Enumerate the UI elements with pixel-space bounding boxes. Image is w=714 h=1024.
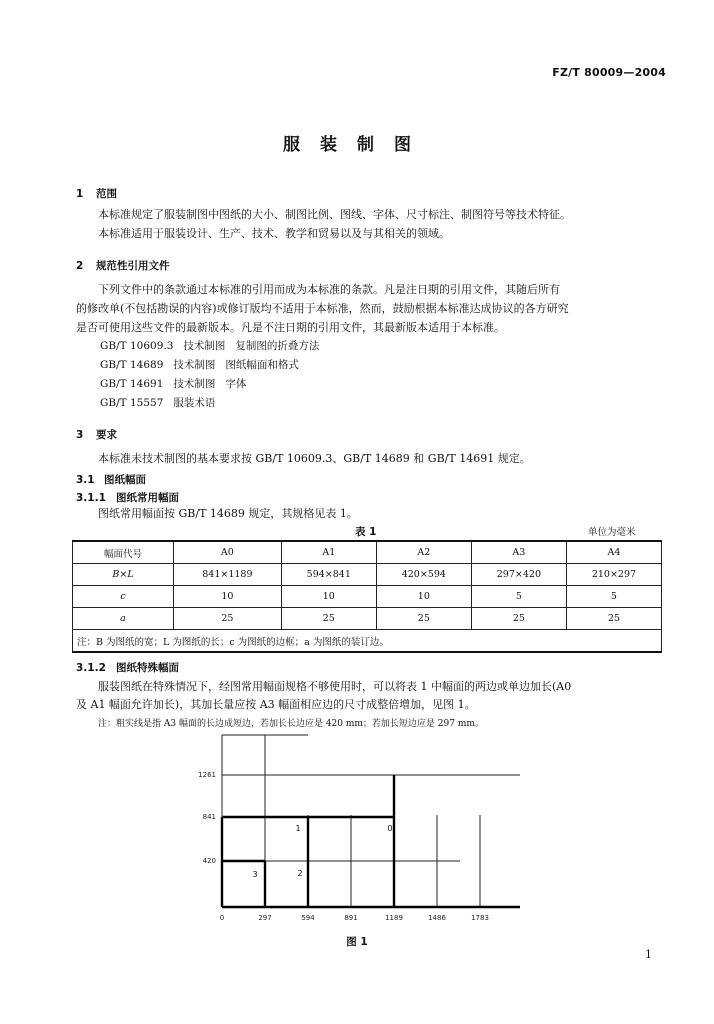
reference-list <box>100 338 319 414</box>
table-cell: 5 <box>566 586 661 608</box>
thin-grid <box>222 735 520 907</box>
y-tick-label: 841 <box>202 813 216 821</box>
paragraph: 及 A1 幅面允许加长)，其加长量应按 A3 幅面相应边的尺寸成整倍增加，见图 1。 <box>76 698 476 711</box>
paper-size-table <box>72 540 662 653</box>
page-number: 1 <box>645 948 652 961</box>
table-cell: 幅面代号 <box>73 541 174 564</box>
section-number: 3.1.1 <box>76 492 106 504</box>
table-unit: 单位为毫米 <box>588 527 636 538</box>
table-cell: A4 <box>566 541 661 564</box>
paragraph: 图纸常用幅面按 GB/T 14689 规定，其规格见表 1。 <box>98 507 358 520</box>
section-title: 要求 <box>96 429 117 441</box>
reference-item: GB/T 14691 技术制图 字体 <box>100 378 247 390</box>
area-label: 2 <box>297 869 303 878</box>
paragraph: 本标准规定了服装制图中图纸的大小、制图比例、图线、字体、尺寸标注、制图符号等技术特征。 <box>98 208 571 221</box>
note: 注：粗实线是指 A3 幅面的长边成短边，若加长长边应是 420 mm；若加长短边应是 297 mm。 <box>98 719 484 729</box>
table-row <box>73 586 662 608</box>
table-cell: A1 <box>281 541 376 564</box>
paragraph: 是否可使用这些文件的最新版本。凡是不注日期的引用文件，其最新版本适用于本标准。 <box>76 321 505 334</box>
table-cell: 25 <box>281 608 376 630</box>
page-title: 服装制图 <box>283 135 431 155</box>
table-cell: 10 <box>174 586 282 608</box>
x-tick-label: 297 <box>258 914 272 922</box>
table-note: 注：B 为图纸的宽；L 为图纸的长；c 为图纸的边框；a 为图纸的装订边。 <box>73 630 662 653</box>
section-number: 3.1.2 <box>76 662 106 674</box>
section-3-heading <box>76 427 117 442</box>
x-tick-label: 1486 <box>428 914 446 922</box>
standard-code: FZ/T 80009—2004 <box>552 66 666 79</box>
y-tick-label: 420 <box>202 857 216 865</box>
table-cell: A3 <box>471 541 566 564</box>
x-tick-label: 0 <box>219 914 225 922</box>
section-3-1-1-heading <box>76 490 179 505</box>
section-3-1-heading <box>76 472 146 487</box>
table-cell: c <box>73 586 174 608</box>
area-label: 3 <box>252 870 258 879</box>
table-cell: 10 <box>376 586 471 608</box>
table-note-row <box>73 630 662 653</box>
paragraph: 本标准适用于服装设计、生产、技术、教学和贸易以及与其相关的领域。 <box>98 227 450 240</box>
table-cell: 10 <box>281 586 376 608</box>
table-cell: B×L <box>73 564 174 586</box>
paragraph: 服装图纸在特殊情况下，经图常用幅面规格不够使用时，可以将表 1 中幅面的两边或单边加长(A0 <box>98 680 572 693</box>
reference-item: GB/T 10609.3 技术制图 复制图的折叠方法 <box>100 340 320 352</box>
section-number: 3 <box>76 429 84 441</box>
table-cell: 25 <box>376 608 471 630</box>
table-cell: 297×420 <box>471 564 566 586</box>
table-cell: A2 <box>376 541 471 564</box>
section-title: 图纸幅面 <box>104 474 146 486</box>
reference-item: GB/T 14689 技术制图 图纸幅面和格式 <box>100 359 299 371</box>
table-cell: 420×594 <box>376 564 471 586</box>
section-title: 范围 <box>96 188 117 200</box>
table-header-row <box>73 541 662 564</box>
table-row <box>73 564 662 586</box>
figure-1 <box>180 725 540 930</box>
x-tick-label: 891 <box>344 914 358 922</box>
section-title: 图纸常用幅面 <box>116 492 179 504</box>
section-1-heading <box>76 186 117 201</box>
reference-item: GB/T 15557 服装术语 <box>100 397 216 409</box>
table-caption: 表 1 <box>355 526 377 538</box>
paragraph: 的修改单(不包括勘误的内容)或修订版均不适用于本标准，然而，鼓励根据本标准达成协议的各方研究 <box>76 302 569 315</box>
table-cell: 25 <box>566 608 661 630</box>
table-cell: 594×841 <box>281 564 376 586</box>
table-cell: 210×297 <box>566 564 661 586</box>
section-3-1-2-heading <box>76 660 179 675</box>
figure-caption: 图 1 <box>346 936 368 948</box>
x-tick-label: 1783 <box>471 914 489 922</box>
table-cell: a <box>73 608 174 630</box>
section-title: 规范性引用文件 <box>96 260 170 272</box>
y-tick-label: 1261 <box>198 771 216 779</box>
paragraph: 下列文件中的条款通过本标准的引用而成为本标准的条款。凡是注日期的引用文件，其随后所有 <box>98 283 560 296</box>
section-2-heading <box>76 258 170 273</box>
table-row <box>73 608 662 630</box>
area-label: 1 <box>295 824 301 833</box>
paragraph: 本标准未技术制图的基本要求按 GB/T 10609.3、GB/T 14689 和 GB/T 14691 规定。 <box>98 452 531 465</box>
thick-outlines <box>222 775 520 907</box>
x-tick-label: 594 <box>301 914 315 922</box>
section-number: 2 <box>76 260 84 272</box>
section-title: 图纸特殊幅面 <box>116 662 179 674</box>
area-label: 0 <box>387 824 393 833</box>
table-cell: 841×1189 <box>174 564 282 586</box>
section-number: 1 <box>76 188 84 200</box>
table-cell: 25 <box>174 608 282 630</box>
section-number: 3.1 <box>76 474 95 486</box>
table-cell: A0 <box>174 541 282 564</box>
table-cell: 25 <box>471 608 566 630</box>
table-cell: 5 <box>471 586 566 608</box>
x-tick-label: 1189 <box>385 914 403 922</box>
